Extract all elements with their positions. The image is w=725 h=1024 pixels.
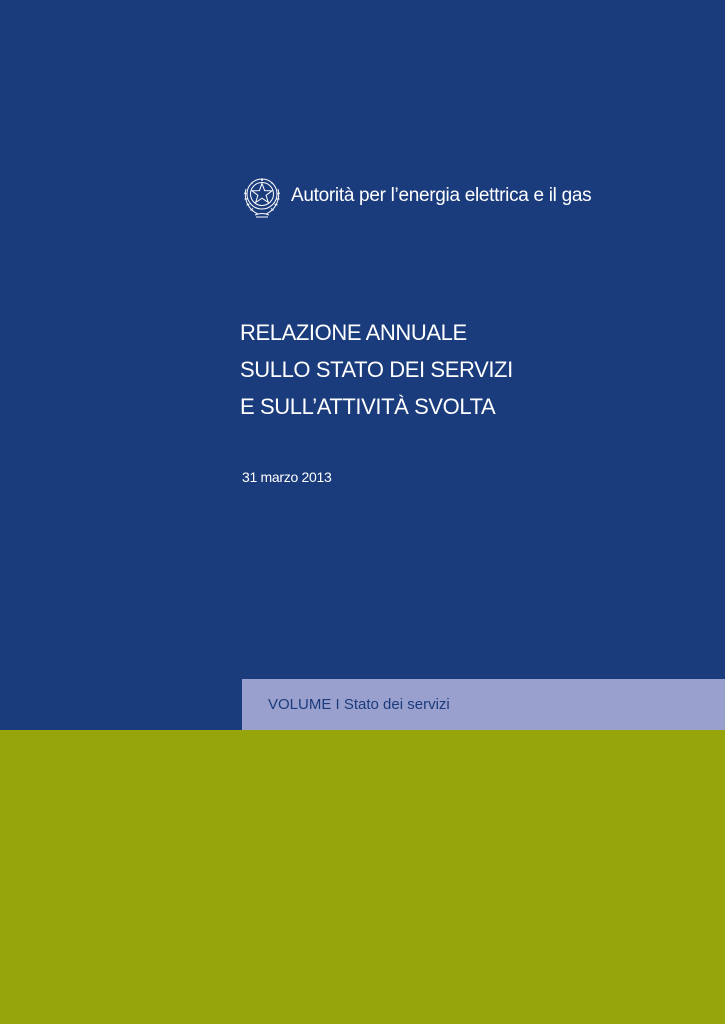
volume-label: VOLUME I Stato dei servizi bbox=[268, 696, 450, 713]
authority-header bbox=[241, 171, 591, 221]
italian-republic-emblem-icon bbox=[241, 173, 283, 219]
title-line: SULLO STATO DEI SERVIZI bbox=[240, 357, 513, 382]
title-line: E SULL’ATTIVITÀ SVOLTA bbox=[240, 394, 496, 419]
authority-name: Autorità per l’energia elettrica e il gas bbox=[291, 185, 592, 206]
report-title bbox=[240, 314, 513, 425]
title-line: RELAZIONE ANNUALE bbox=[240, 320, 467, 345]
report-date: 31 marzo 2013 bbox=[242, 469, 332, 485]
volume-bar bbox=[242, 679, 725, 730]
bottom-color-band bbox=[0, 730, 725, 1024]
